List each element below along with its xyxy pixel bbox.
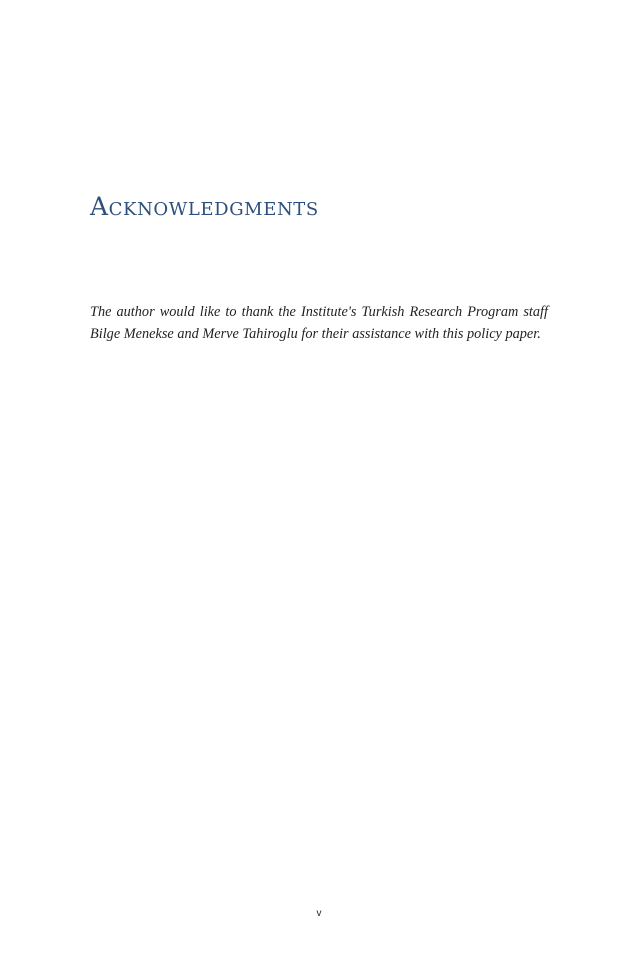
- section-heading: Acknowledgments: [90, 192, 319, 221]
- page-number: v: [316, 908, 322, 919]
- acknowledgment-paragraph: The author would like to thank the Institute's Turkish Research Program staff Bilge Menekse and Merve Tahiroglu for their assistance with this policy paper.: [90, 304, 548, 342]
